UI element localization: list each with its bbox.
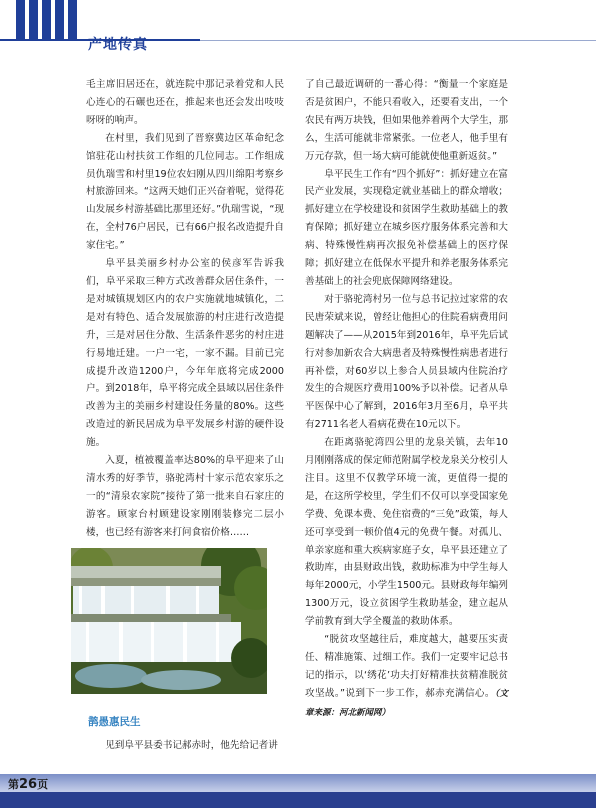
header-rule-thin xyxy=(200,40,596,41)
page-number-value: 26 xyxy=(19,777,38,792)
header-stripe-2 xyxy=(29,0,38,39)
paragraph: 阜平县美丽乡村办公室的侯彦军告诉我们，阜平采取三种方式改善群众居住条件，一是对城镇规划区内的农户实施就地城镇化，二是对有特色、适合发展旅游的村庄进行改造提升，三是对居住分散、生活条件恶劣的村庄进行易地迁建。一户一宅，一家不漏。目前已完成提升改造1200户，今年年底将完成2000户。到2018年，阜平将完成全县域以居住条件改善为主的美丽乡村建设任务量的80%。这些改造过的新民居成为阜平发展乡村游的硬件设施。 xyxy=(86,258,284,449)
paragraph: 见到阜平县委书记郝赤时，他先给记者讲 xyxy=(105,740,278,751)
header-stripe-1 xyxy=(16,0,25,39)
paragraph: 在距离骆驼湾四公里的龙泉关镇，去年10月刚刚落成的保定师范附属学校龙泉关分校引人注目。这里不仅教学环境一流，更值得一提的是，在这所学校里，学生们不仅可以享受国家免学费、免课本费、免住宿费的“三免”政策，每人还可享受到一顿价值4元的免费午餐。对孤儿、单亲家庭和重大疾病家庭子女，阜平县还建立了救助库，由县财政出钱，救助标准为中学生每人每年2000元，小学生1500元。县财政每年编列1300万元，设立贫困学生救助基金，建立起从学前教育到大学全覆盖的救助体系。 xyxy=(305,437,508,628)
header-stripe-3 xyxy=(42,0,51,39)
paragraph: 对于骆驼湾村另一位与总书记拉过家常的农民唐荣斌来说，曾经让他担心的住院看病费用问题解决了——从2015年到2016年，阜平先后试行对参加新农合大病患者及特殊慢性病患者进行再补偿，对60岁以上参合人员县域内住院治疗发生的合规医疗费用100%予以补偿。记者从阜平医保中心了解到，2016年3月至6月，阜平共有2711名老人看病花费在10元以下。 xyxy=(305,293,508,431)
waterfall-photo xyxy=(71,548,267,694)
left-column xyxy=(86,76,284,542)
paragraph: 在村里，我们见到了晋察冀边区革命纪念馆驻花山村扶贫工作组的几位同志。工作组成员仇瑞雪和村里19位农妇刚从四川绵阳考察乡村旅游回来。“这两天她们正兴奋着呢，觉得花山发展乡村游基础比那里还好。”仇瑞雪说，“现在，全村76户居民，已有66户报名改造提升自家住宅。” xyxy=(86,132,284,252)
footer-bar xyxy=(0,792,596,808)
page-prefix: 第 xyxy=(8,778,19,791)
article-source: （文章来源：河北新闻网） xyxy=(305,688,508,718)
right-column xyxy=(305,76,508,723)
page-number xyxy=(8,776,48,792)
footer-band xyxy=(0,774,596,792)
paragraph: 入夏，植被覆盖率达80%的阜平迎来了山清水秀的好季节，骆驼湾村十家示范农家乐之一的“清泉农家院”接待了第一批来自石家庄的游客。顾家台村顾建设家刚刚装修完二层小楼，也已经有游客来打问食宿价格…… xyxy=(86,455,284,538)
paragraph-last xyxy=(305,631,508,723)
paragraph-text: “脱贫攻坚越往后，难度越大，越要压实责任、精准施策、过细工作。我们一定要牢记总书记的指示，以‘绣花’功夫打好精准扶贫精准脱贫攻坚战。”说到下一步工作，郝赤充满信心。 xyxy=(305,634,508,699)
header-stripe-4 xyxy=(55,0,64,39)
page-suffix: 页 xyxy=(37,778,49,791)
section-title: 产地传真 xyxy=(88,37,148,53)
paragraph: 了自己最近调研的一番心得：“衡量一个家庭是否是贫困户，不能只看收入，还要看支出，一个农民有两万块钱，但如果他养着两个大学生，那么，生活可能就非常紧张。一位老人，他手里有万元存款，但一场大病可能就使他重新返贫。” xyxy=(305,79,508,162)
paragraph: 毛主席旧居还在，就连院中那记录着党和人民心连心的石碾也还在，推起来也还会发出吱吱呀呀的响声。 xyxy=(86,79,284,126)
photo-caption: 鹊愚惠民生 xyxy=(88,716,141,728)
paragraph: 阜平民生工作有“四个抓好”：抓好建立在富民产业发展，实现稳定就业基础上的群众增收；抓好建立在学校建设和贫困学生救助基础上的教育保障；抓好建立在城乡医疗服务体系完善和大病、特殊慢性病再次报免补偿基础上的医疗保障；抓好建立在低保水平提升和养老服务体系完善基础上的社会兜底保障网络建设。 xyxy=(305,168,508,287)
left-column-bottom xyxy=(86,737,284,755)
header-stripe-5 xyxy=(68,0,77,39)
